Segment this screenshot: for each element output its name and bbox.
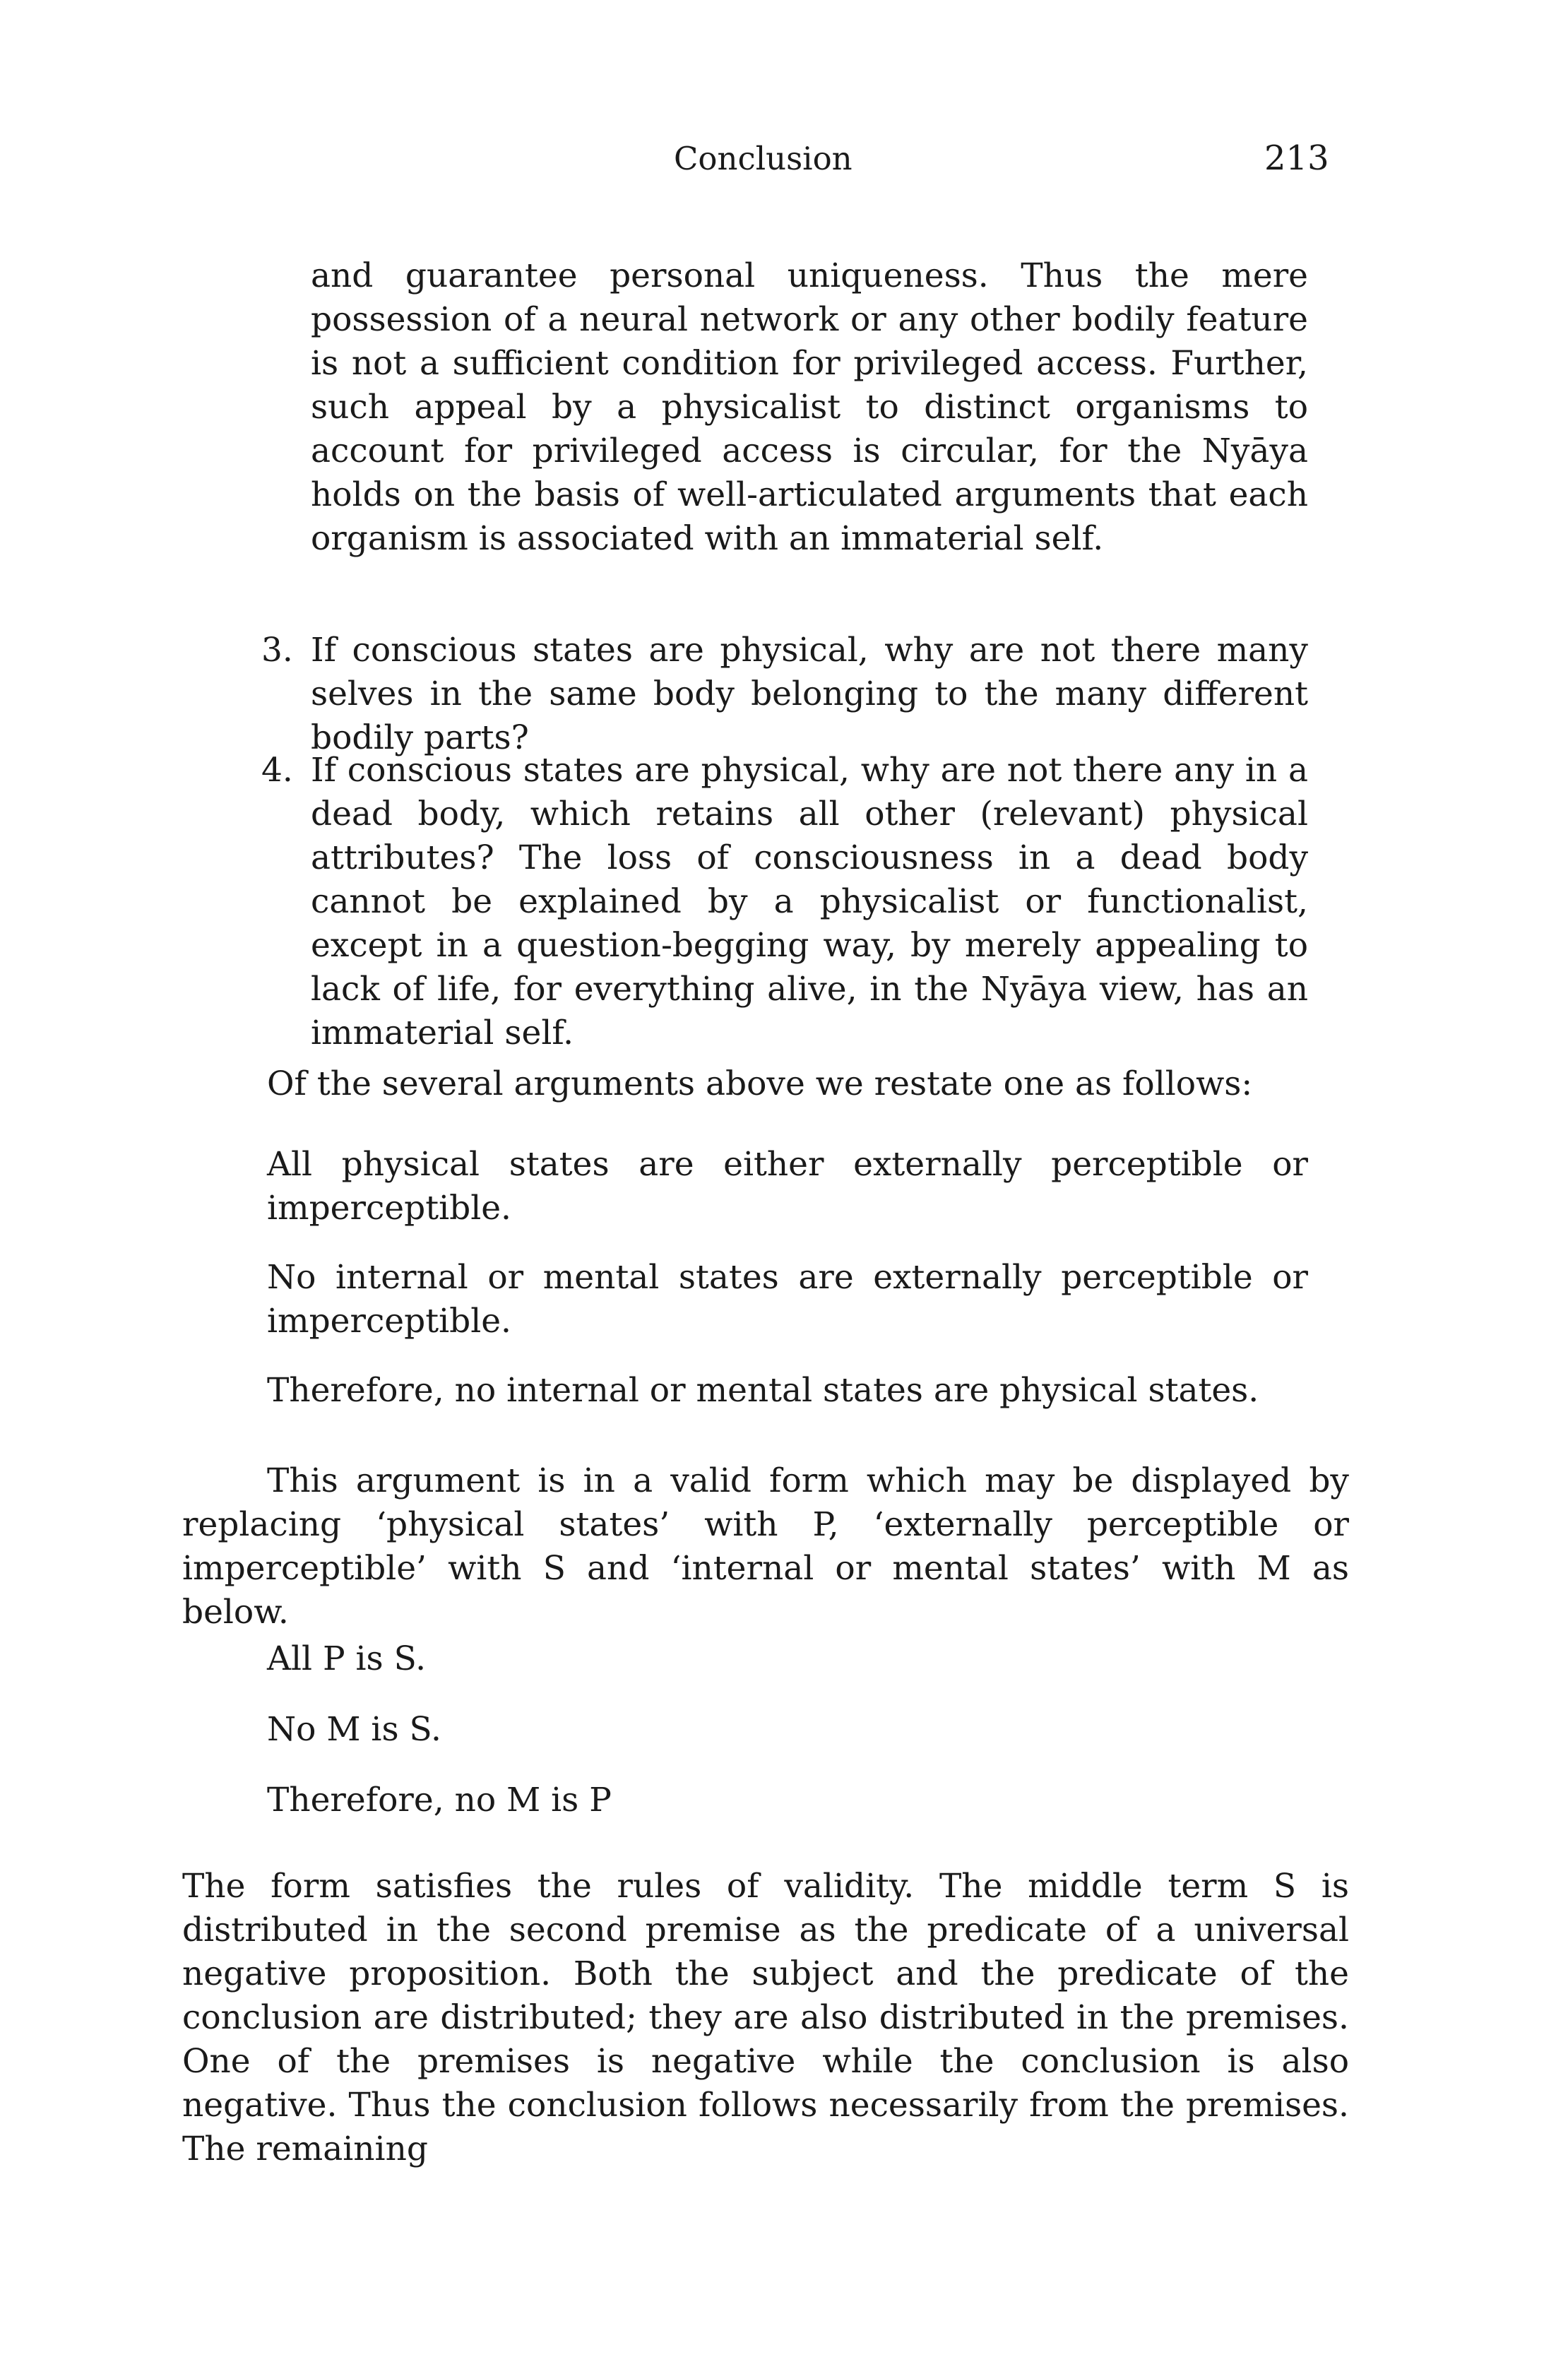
argument-premise: No internal or mental states are externally perceptible or imperceptible. xyxy=(267,1258,1308,1341)
rules-paragraph: The form satisfies the rules of validity. The middle term S is distributed in the second premise as the predicate of a universal negative proposition. Both the subject and the predicate of the conclusion are distributed; they are also distributed in the premises. One of the premises is negative while the conclusion is also negative. Thus the conclusion follows necessarily from the premises. The remaining xyxy=(182,1867,1349,2168)
list-item-number: 4. xyxy=(261,751,293,790)
valid-form-paragraph: This argument is in a valid form which may be displayed by replacing ‘physical states’ with P, ‘externally perceptible or imperceptible’ with S and ‘internal or mental states’ with M as below. xyxy=(182,1461,1349,1632)
list-item-text: If conscious states are physical, why are not there any in a dead body, which retains all other (relevant) physical attributes? The loss of consciousness in a dead body cannot be explained by a physicalist or functionalist, except in a question-begging way, by merely appealing to lack of life, for everything alive, in the Nyāya view, has an immaterial self. xyxy=(311,751,1308,1052)
argument-conclusion: Therefore, no internal or mental states are physical states. xyxy=(267,1371,1259,1410)
continuation-paragraph: and guarantee personal uniqueness. Thus the mere possession of a neural network or any other bodily feature is not a sufficient condition for privileged access. Further, such appeal by a physicalist to distinct organisms to account for privileged access is circular, for the Nyāya holds on the basis of well-articulated arguments that each organism is associated with an immaterial self. xyxy=(311,256,1308,558)
list-item-number: 3. xyxy=(261,631,293,670)
symbolic-premise: No M is S. xyxy=(267,1710,441,1749)
page-number: 213 xyxy=(1264,138,1329,178)
argument-premise: All physical states are either externally perceptible or imperceptible. xyxy=(267,1145,1308,1228)
symbolic-premise: All P is S. xyxy=(267,1639,427,1678)
symbolic-conclusion: Therefore, no M is P xyxy=(267,1781,612,1819)
list-item-text: If conscious states are physical, why are not there many selves in the same body belonging to the many different bodily parts? xyxy=(311,631,1308,757)
running-header: Conclusion xyxy=(674,140,853,177)
intro-sentence: Of the several arguments above we restate one as follows: xyxy=(267,1064,1253,1103)
